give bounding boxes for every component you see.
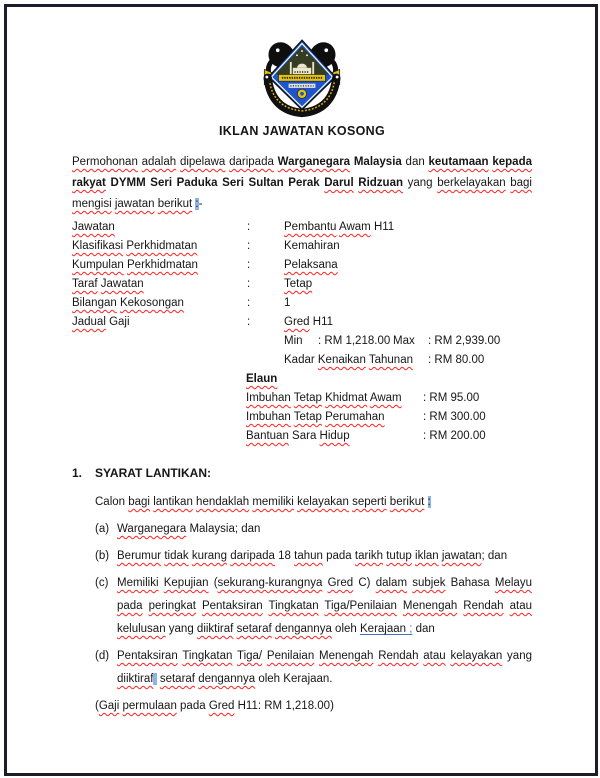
section-number: 1. [72,466,83,480]
item-text: Pentaksiran Tingkatan Tiga/ Penilaian Menengah Rendah atau kelayakan yang diiktiraf setaraf dengannya oleh Kerajaan. [117,650,532,685]
section-lead: Calon bagi lantikan hendaklah memiliki kelayakan seperti berikut : [95,496,431,508]
salary-minmax-line [284,332,532,351]
row-colon: : [247,316,251,328]
max-amount: : RM 2,939.00 [428,335,501,347]
min-label: Min [284,335,303,347]
row-value: Pembantu Awam H11 [284,221,395,233]
elaun-amount: : RM 300.00 [423,411,486,423]
document-title: IKLAN JAWATAN KOSONG [219,124,385,138]
kadar-label: Kadar Kenaikan Tahunan [284,354,413,366]
item-marker: (d) [95,650,110,662]
row-label: Klasifikasi Perkhidmatan [72,240,198,252]
requirement-item [95,545,532,568]
table-row [72,256,532,275]
requirement-item [95,518,532,541]
section-heading: SYARAT LANTIKAN: [95,466,211,480]
elaun-row [246,389,532,408]
item-text: Berumur tidak kurang daripada 18 tahun pada tarikh tutup iklan jawatan; dan [117,550,508,562]
elaun-label: Imbuhan Tetap Perumahan [246,411,385,423]
table-row [72,218,532,237]
row-colon: : [247,240,251,252]
elaun-block [246,370,532,446]
elaun-row [246,427,532,446]
municipal-council-crest-logo [260,36,344,118]
row-label: Jawatan [72,221,115,233]
item-marker: (a) [95,523,110,535]
item-text: Warganegara Malaysia; dan [117,523,261,535]
job-details-table [72,218,532,332]
max-label: Max [393,335,415,347]
item-marker: (c) [95,577,109,589]
row-value: Pelaksana [284,259,338,271]
elaun-label: Bantuan Sara Hidup [246,430,350,442]
elaun-amount: : RM 95.00 [423,392,480,404]
elaun-heading: Elaun [246,373,278,385]
requirement-item [95,645,532,691]
item-marker: (b) [95,550,110,562]
row-value: Tetap [284,278,313,290]
table-row [72,237,532,256]
row-label: Kumpulan Perkhidmatan [72,259,198,271]
row-colon: : [247,278,251,290]
elaun-row [246,408,532,427]
table-row [72,275,532,294]
row-colon: : [247,259,251,271]
row-label: Bilangan Kekosongan [72,297,184,309]
requirement-item [95,572,532,641]
elaun-amount: : RM 200.00 [423,430,486,442]
row-value: Gred H11 [284,316,334,328]
min-amount: : RM 1,218.00 [318,335,391,347]
row-label: Jadual Gaji [72,316,130,328]
kadar-amount: : RM 80.00 [428,354,485,366]
salary-kadar-line [284,351,532,370]
logo-container [72,36,532,118]
salary-scale-block [284,332,532,370]
elaun-label: Imbuhan Tetap Khidmat Awam [246,392,402,404]
row-value: 1 [284,297,291,309]
table-row [72,313,532,332]
item-text: Memiliki Kepujian (sekurang-kurangnya Gred C) dalam subjek Bahasa Melayu pada peringkat Pentaksiran Tingkatan Tiga/Penilaian Menengah Rendah atau kelulusan yang diiktiraf setaraf dengannya oleh Kerajaan ; dan [117,577,533,635]
row-colon: : [247,297,251,309]
section-heading-row [72,464,532,483]
starting-salary-note: (Gaji permulaan pada Gred H11: RM 1,218.00) [95,700,334,712]
section-body [72,491,532,718]
row-label: Taraf Jawatan [72,278,144,290]
syarat-lantikan-section [72,464,532,718]
row-value: Kemahiran [284,240,340,252]
row-colon: : [247,221,251,233]
table-row [72,294,532,313]
intro-paragraph: Permohonan adalah dipelawa daripada Warganegara Malaysia dan keutamaan kepada rakyat DYMM Seri Paduka Seri Sultan Perak Darul Ridzuan yang berkelayakan bagi mengisi jawatan berikut :- [72,156,532,210]
